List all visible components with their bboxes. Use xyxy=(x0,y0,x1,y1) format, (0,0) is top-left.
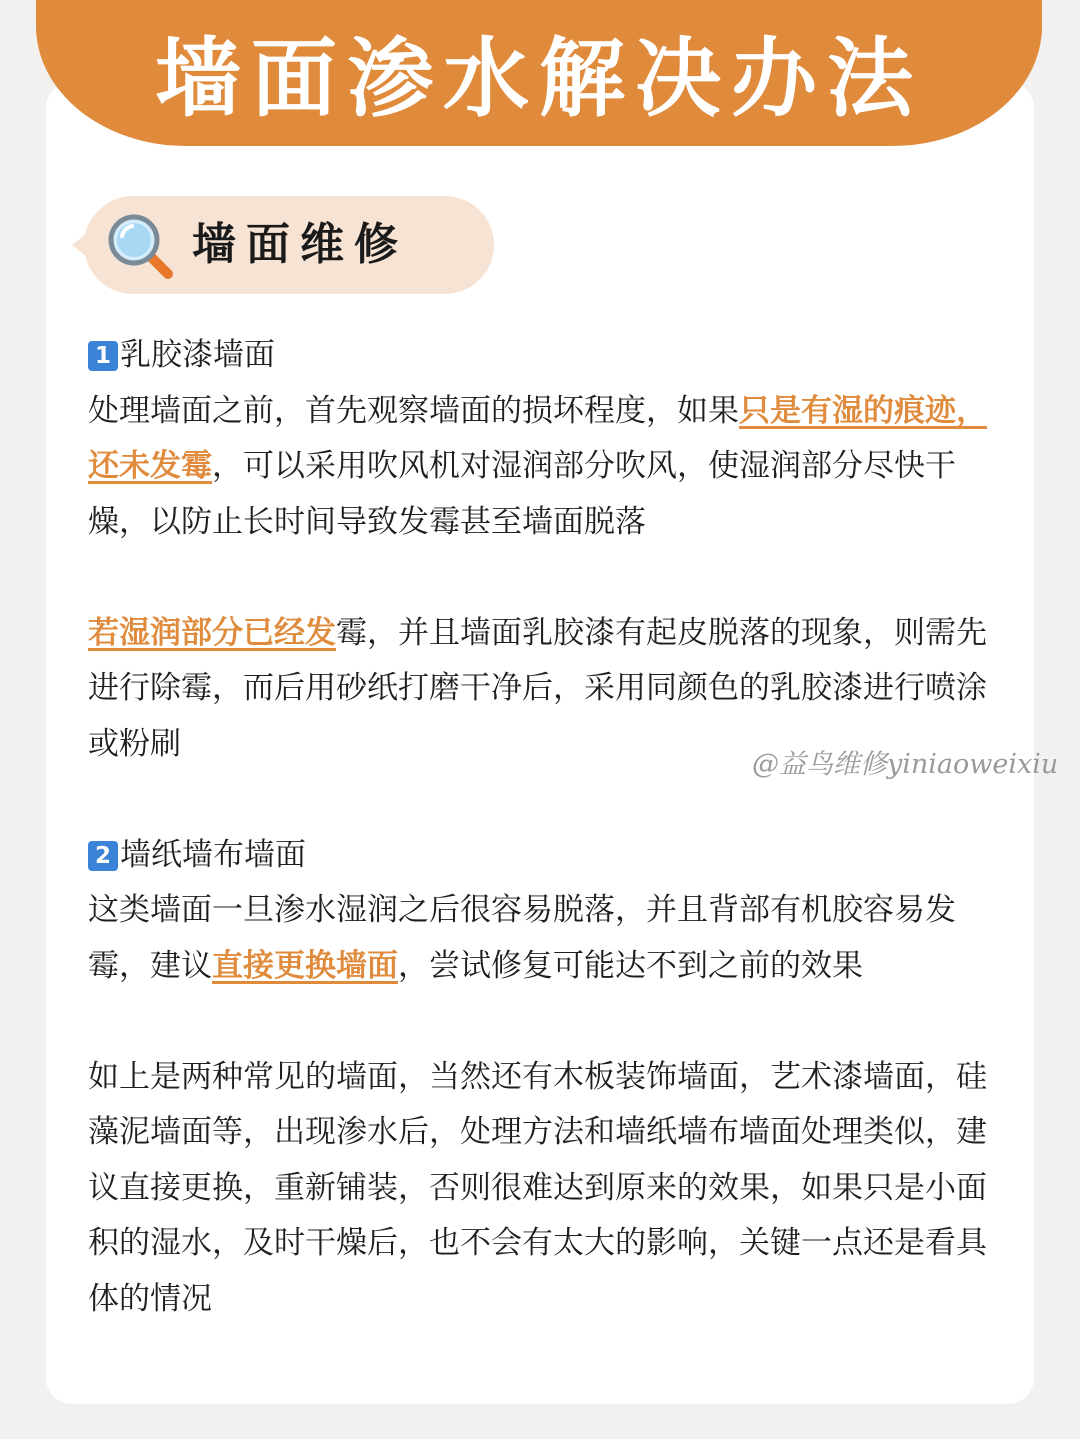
page-title: 墙面渗水解决办法 xyxy=(155,29,923,129)
paragraph xyxy=(88,883,988,994)
article-body xyxy=(88,328,988,1327)
text-run: 霉，并且墙面乳胶漆有起皮脱落的现象，则需先进行除霉，而后用砂纸打磨干净后，采用同颜色的乳胶漆进行喷涂或粉刷 xyxy=(88,614,987,762)
summary-paragraph: 如上是两种常见的墙面，当然还有木板装饰墙面，艺术漆墙面，硅藻泥墙面等，出现渗水后，处理方法和墙纸墙布墙面处理类似，建议直接更换，重新铺装，否则很难达到原来的效果，如果只是小面积的湿水，及时干燥后，也不会有太大的影响，关键一点还是看具体的情况 xyxy=(88,1058,987,1317)
item-heading-1 xyxy=(88,328,988,384)
text-run: ，可以采用吹风机对湿润部分吹风，使湿润部分尽快干燥，以防止长时间导致发霉甚至墙面脱落 xyxy=(88,448,956,540)
highlight-text: 直接更换墙面 xyxy=(212,947,398,984)
paragraph xyxy=(88,384,988,551)
highlight-text: 只是有湿的痕迹，还未发霉 xyxy=(88,392,987,484)
item-heading-text: 墙纸墙布墙面 xyxy=(120,836,306,873)
item-heading-text: 乳胶漆墙面 xyxy=(120,337,275,373)
section-header xyxy=(84,196,494,294)
watermark: @益鸟维修yiniaoweixiu xyxy=(752,749,1059,780)
section-title: 墙面维修 xyxy=(192,219,408,270)
highlight-text: 若湿润部分已经发 xyxy=(88,614,336,651)
number-badge: 2 xyxy=(88,841,118,871)
title-banner xyxy=(36,0,1042,146)
text-run: 处理墙面之前，首先观察墙面的损坏程度，如果 xyxy=(88,392,739,429)
item-heading-2 xyxy=(88,828,988,884)
magnifier-icon xyxy=(106,212,176,282)
number-badge: 1 xyxy=(88,341,118,371)
text-run: 这类墙面一旦渗水湿润之后很容易脱落，并且背部有机胶容易发霉，建议 xyxy=(88,892,956,984)
text-run: ，尝试修复可能达不到之前的效果 xyxy=(398,947,863,984)
